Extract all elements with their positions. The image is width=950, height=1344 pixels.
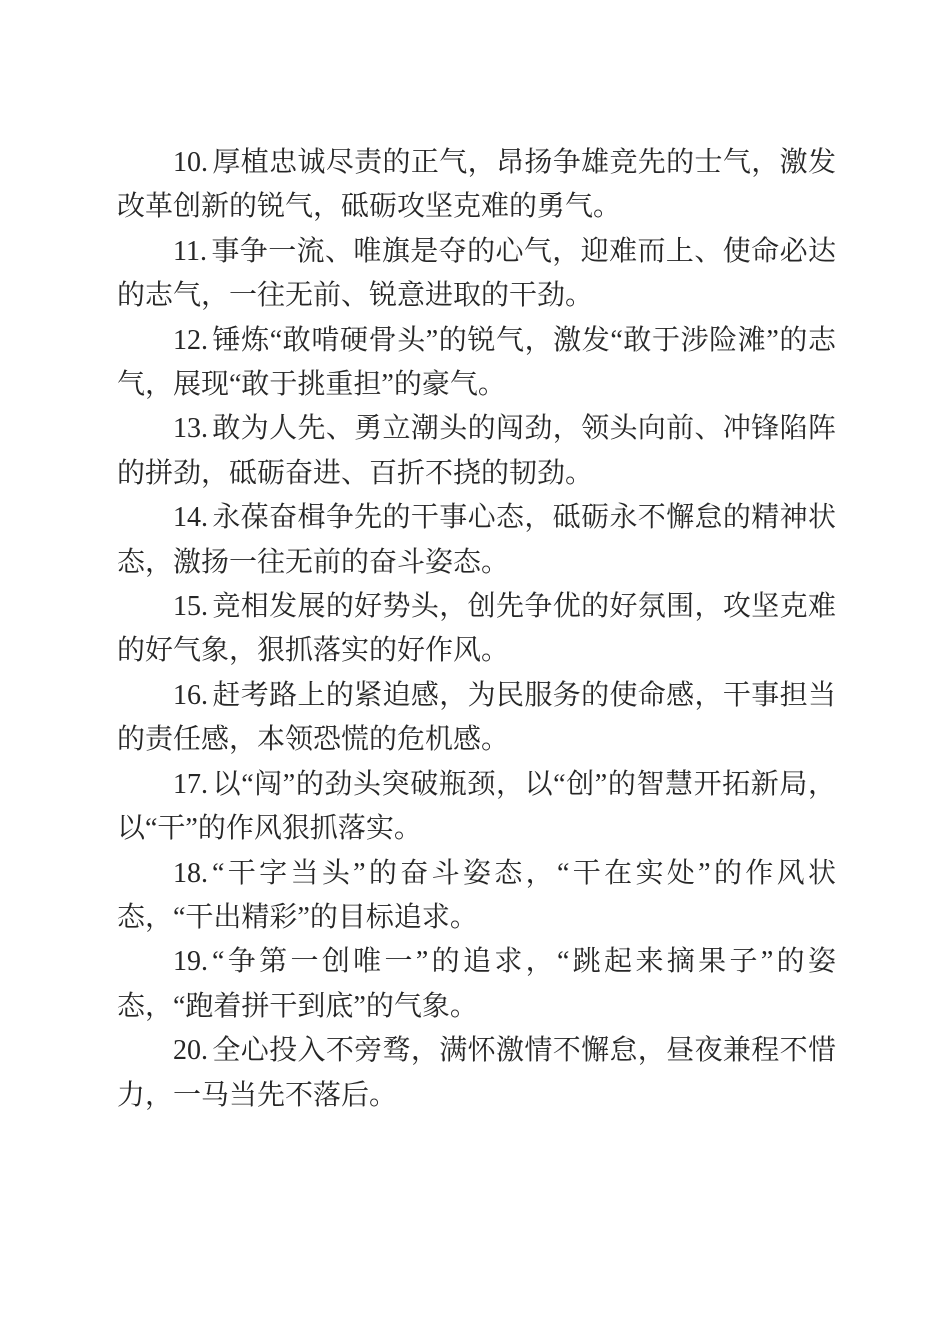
item-number: 20.	[173, 1035, 208, 1067]
list-item-13	[117, 407, 836, 496]
item-number: 19.	[173, 946, 208, 978]
item-text: “争第一创唯一”的追求，“跳起来摘果子”的姿态，“跑着拼干到底”的气象。	[117, 946, 836, 1022]
item-number: 13.	[173, 413, 208, 445]
list-item-17	[117, 763, 836, 852]
item-number: 17.	[173, 768, 208, 800]
item-text: “干字当头”的奋斗姿态，“干在实处”的作风状态，“干出精彩”的目标追求。	[117, 857, 836, 933]
list-item-10	[117, 141, 836, 230]
list-item-16	[117, 674, 836, 763]
item-text: 赶考路上的紧迫感，为民服务的使命感，干事担当的责任感，本领恐慌的危机感。	[117, 679, 836, 756]
item-number: 11.	[173, 235, 207, 267]
list-item-12	[117, 319, 836, 408]
item-number: 18.	[173, 857, 208, 889]
list-item-20	[117, 1029, 836, 1118]
list-item-15	[117, 585, 836, 674]
item-text: 锤炼“敢啃硬骨头”的锐气，激发“敢于涉险滩”的志气，展现“敢于挑重担”的豪气。	[117, 324, 836, 401]
item-number: 12.	[173, 324, 208, 356]
item-text: 全心投入不旁骛，满怀激情不懈怠，昼夜兼程不惜力，一马当先不落后。	[117, 1035, 836, 1111]
list-item-18	[117, 852, 836, 941]
document-body	[117, 141, 836, 1118]
item-text: 敢为人先、勇立潮头的闯劲，领头向前、冲锋陷阵的拼劲，砥砺奋进、百折不挠的韧劲。	[117, 413, 836, 489]
item-text: 以“闯”的劲头突破瓶颈，以“创”的智慧开拓新局，以“干”的作风狠抓落实。	[117, 768, 836, 845]
item-text: 事争一流、唯旗是夺的心气，迎难而上、使命必达的志气，一往无前、锐意进取的干劲。	[117, 235, 836, 312]
item-number: 10.	[173, 147, 208, 178]
list-item-19	[117, 940, 836, 1029]
item-text: 竞相发展的好势头，创先争优的好氛围，攻坚克难的好气象，狠抓落实的好作风。	[117, 591, 836, 667]
item-number: 16.	[173, 679, 208, 711]
item-text: 永葆奋楫争先的干事心态，砥砺永不懈怠的精神状态，激扬一往无前的奋斗姿态。	[117, 502, 836, 578]
item-number: 14.	[173, 502, 208, 534]
list-item-11	[117, 230, 836, 319]
item-text: 厚植忠诚尽责的正气，昂扬争雄竞先的士气，激发改革创新的锐气，砥砺攻坚克难的勇气。	[117, 147, 836, 223]
list-item-14	[117, 496, 836, 585]
item-number: 15.	[173, 591, 208, 623]
